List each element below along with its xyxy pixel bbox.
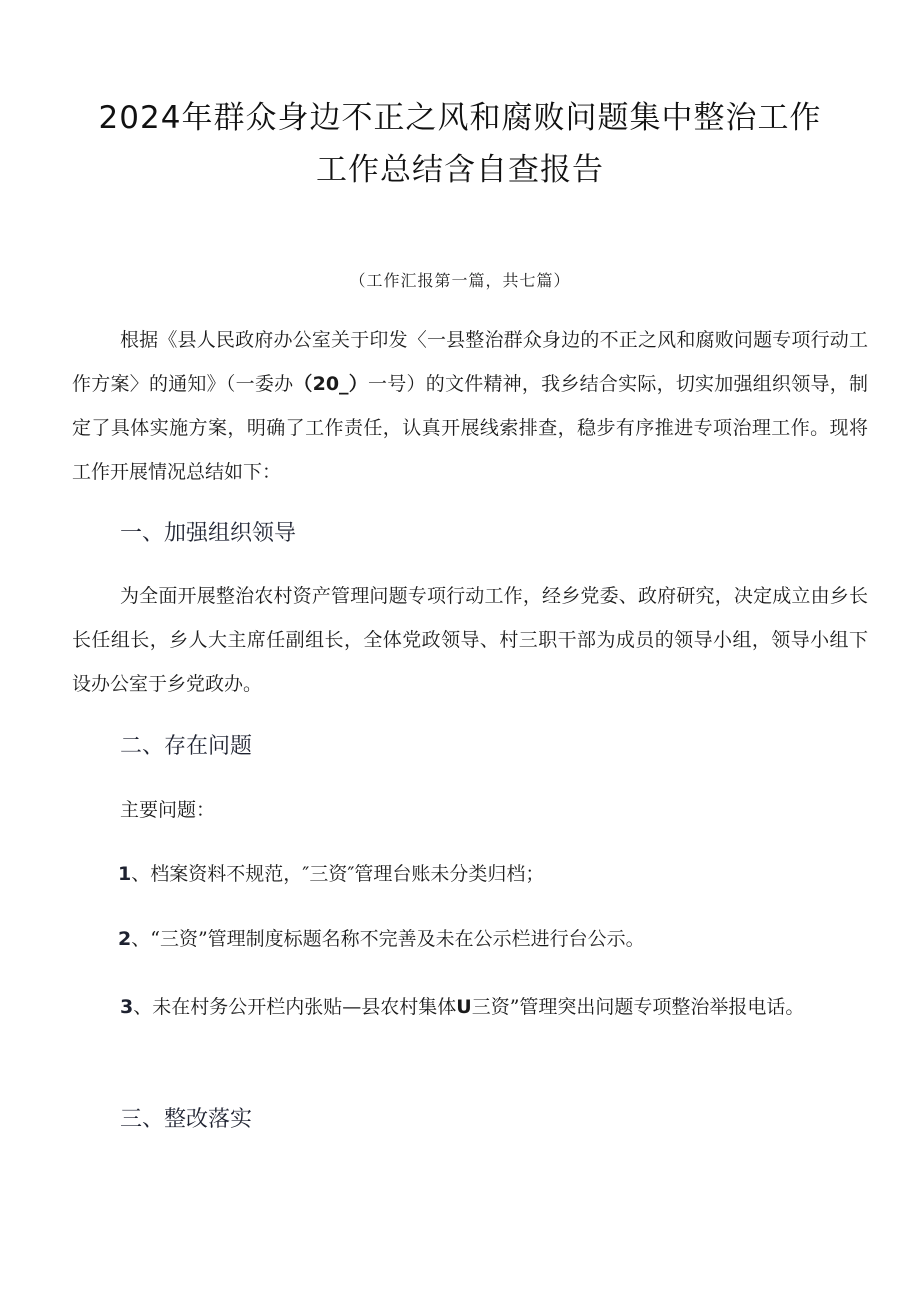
problem-item-1 [118,859,544,886]
section-heading-1: 一、加强组织领导 [120,521,297,546]
intro-text-part-1: 根据《县人民政府办公室关于印发〈一县整治群众身边的不正之风和腐败问题专项行动工作方案〉的通知》（一委办 [72,329,868,395]
document-title-line-2: 工作总结含自查报告 [316,152,604,188]
problem-item-2-number: 2 [118,928,132,950]
section-heading-2: 二、存在问题 [120,734,253,759]
problem-item-3-glyph: U [456,996,472,1018]
intro-year-code: （20_） [293,373,369,395]
problems-lead: 主要问题： [120,799,216,821]
document-subtitle: （工作汇报第一篇，共七篇） [349,271,571,290]
problem-item-1-text: 、档案资料不规范，″三资″管理台账未分类归档； [131,863,545,885]
problem-item-3 [72,985,868,1029]
intro-text-part-2: 一号）的文件精神，我乡结合实际，切实加强组织领导，制定了具体实施方案，明确了工作责任，认真开展线索排查，稳步有序推进专项治理工作。现将工作开展情况总结如下： [72,373,868,483]
problem-item-2-text: 、“三资”管理制度标题名称不完善及未在公示栏进行台公示。 [131,928,645,950]
problem-item-3-text-b: 三资”管理突出问题专项整治举报电话。 [471,996,805,1018]
problem-item-1-number: 1 [118,863,132,885]
section-heading-3: 三、整改落实 [120,1107,253,1132]
problem-item-2 [118,924,645,951]
problem-item-3-text-a: 、未在村务公开栏内张贴—县农村集体 [133,996,457,1018]
problem-item-3-number: 3 [120,996,134,1018]
document-title-line-1: 2024年群众身边不正之风和腐败问题集中整治工作 [98,100,822,136]
intro-paragraph [72,318,868,494]
section-1-paragraph: 为全面开展整治农村资产管理问题专项行动工作，经乡党委、政府研究，决定成立由乡长长任组长，乡人大主席任副组长，全体党政领导、村三职干部为成员的领导小组，领导小组下设办公室于乡党政办。 [72,585,868,695]
